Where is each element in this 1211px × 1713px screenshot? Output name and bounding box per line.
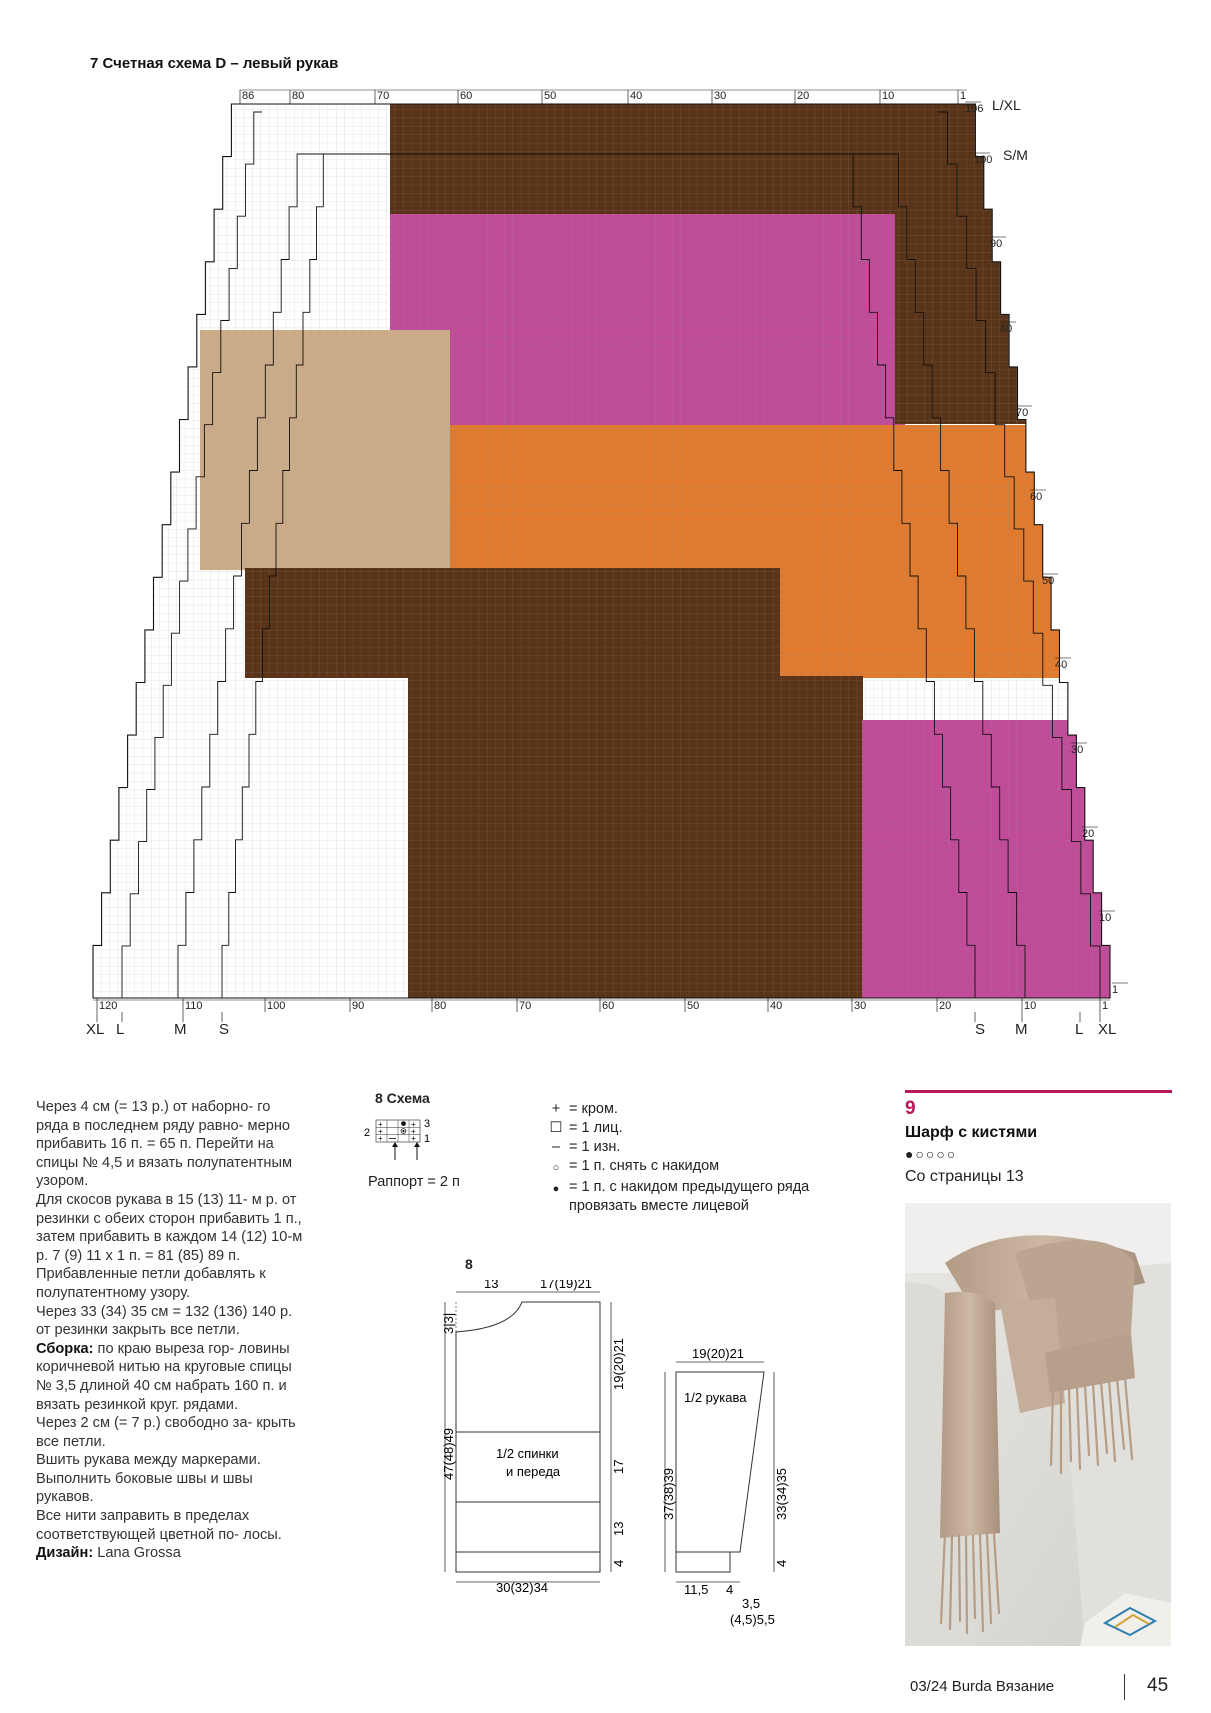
top-tick-label: 70: [377, 90, 390, 102]
bottom-tick-label: 100: [267, 1000, 286, 1012]
top-tick-label: 86: [242, 90, 255, 102]
scarf-photo: [905, 1203, 1171, 1646]
article-number: 9: [905, 1098, 916, 1119]
dim-sleeve-bottom-d: (4,5)5,5: [730, 1612, 775, 1627]
article-title: Шарф с кистями: [905, 1124, 1038, 1141]
size-bottom-right: M: [1015, 1021, 1028, 1038]
top-tick-label: 80: [292, 90, 305, 102]
svg-text:+: +: [378, 1120, 383, 1129]
size-bottom-left: S: [219, 1021, 230, 1038]
top-tick-label: 40: [630, 90, 643, 102]
instr-p1: Через 4 см (= 13 р.) от наборно- го ряда в последнем ряду равно- мерно прибавить 16 п. = 65 п. Перейти на спицы № 4,5 и вязать полупатентным узором.: [36, 1099, 293, 1190]
dim-body-left: 47(48)49: [441, 1427, 456, 1480]
row-label: 106: [965, 103, 984, 115]
instr-p2: Для скосов рукава в 15 (13) 11- м р. от резинки с обеих сторон прибавить 1 п., затем прибавить в каждом 14 (12) 10-м р. 7 (9) 11 х 1 п. = 81 (85) 89 п.: [36, 1191, 303, 1264]
dim-body-top-left: 13: [484, 1280, 499, 1291]
dim-sleeve-left: 37(38)39: [661, 1467, 676, 1520]
dim-sleeve-right-small: 4: [774, 1559, 789, 1567]
pattern8-schematic: [440, 1280, 820, 1650]
dim-body-right-a: 19(20)21: [611, 1337, 626, 1390]
row-label: 70: [1016, 407, 1029, 419]
dim-sleeve-bottom-a: 11,5: [684, 1582, 709, 1597]
bottom-tick-label: 120: [99, 1000, 118, 1012]
size-bottom-left: L: [116, 1021, 125, 1038]
top-tick-label: 60: [460, 90, 473, 102]
top-tick-label: 20: [797, 90, 810, 102]
legend-item: + = кром.: [543, 1100, 859, 1119]
svg-text:+: +: [411, 1127, 416, 1136]
dim-body-bottom: 30(32)34: [496, 1580, 549, 1595]
bottom-tick-label: 70: [519, 1000, 532, 1012]
dim-sleeve-right: 33(34)35: [774, 1467, 789, 1520]
top-tick-label: 10: [882, 90, 895, 102]
top-tick-label: 30: [714, 90, 727, 102]
bottom-tick-label: 1: [1102, 1000, 1109, 1012]
scheme8-row-3: 3: [424, 1118, 431, 1130]
row-label: 50: [1042, 575, 1055, 587]
body-label-1: 1/2 спинки: [496, 1446, 559, 1461]
bottom-tick-label: 10: [1024, 1000, 1037, 1012]
footer-issue: 03/24 Burda Вязание: [910, 1678, 1055, 1695]
slip-yo-icon: ○: [552, 1162, 560, 1174]
instr-p3: Прибавленные петли добавлять к полупатентному узору.: [36, 1266, 266, 1301]
sleeve-label: 1/2 рукава: [684, 1390, 747, 1405]
row-label: 80: [1000, 323, 1013, 335]
size-label-lxl: L/XL: [992, 97, 1021, 113]
row-label: 100: [974, 154, 993, 166]
size-bottom-right: XL: [1098, 1021, 1117, 1038]
dim-body-top-right: 17(19)21: [540, 1280, 593, 1291]
article-source-page: Со страницы 13: [905, 1168, 1024, 1185]
footer-separator: [1124, 1674, 1125, 1700]
row-label: 60: [1030, 491, 1043, 503]
instructions-text: [36, 1098, 306, 1563]
size-bottom-right: S: [975, 1021, 986, 1038]
instr-p4: Через 33 (34) 35 см = 132 (136) 140 р. от резинки закрыть все петли.: [36, 1303, 293, 1339]
scheme8-row-1: 1: [424, 1133, 431, 1145]
pattern8-number: 8: [465, 1256, 473, 1272]
purl-stitch-icon: –: [551, 1139, 561, 1155]
row-label: 40: [1055, 659, 1068, 671]
dim-sleeve-bottom-c: 3,5: [742, 1596, 761, 1611]
bottom-tick-label: 20: [939, 1000, 952, 1012]
legend-item: ○ = 1 п. снять с накидом: [543, 1157, 859, 1178]
article-divider: [905, 1090, 1172, 1093]
svg-text:+: +: [378, 1127, 383, 1136]
assembly-text: по краю выреза гор- ловины коричневой нитью на круговые спицы № 3,5 длиной 40 см набрать 160 п. и вязать резинкой круг. рядами.: [36, 1340, 292, 1413]
instr-p7: Все нити заправить в пределах соответствующей цветной по- лосы.: [36, 1508, 282, 1543]
bottom-tick-label: 60: [602, 1000, 615, 1012]
design-label: Дизайн:: [36, 1545, 94, 1562]
size-bottom-right: L: [1075, 1021, 1084, 1038]
svg-text:+: +: [378, 1134, 383, 1143]
design-name: Lana Grossa: [97, 1545, 181, 1562]
legend-item: – = 1 изн.: [543, 1138, 859, 1157]
dim-body-left-top: 3|3|: [441, 1312, 456, 1334]
bottom-tick-label: 110: [185, 1000, 203, 1012]
scheme8-repeat: Раппорт = 2 п: [368, 1174, 460, 1190]
row-label: 90: [990, 238, 1003, 250]
svg-text:+: +: [411, 1134, 416, 1143]
scheme8-title: 8 Схема: [375, 1090, 430, 1106]
scheme8-row-left: 2: [364, 1127, 371, 1139]
dim-body-right-c: 13: [611, 1521, 626, 1536]
dim-body-right-b: 17: [611, 1459, 626, 1474]
size-bottom-left: M: [174, 1021, 187, 1038]
instr-p5: Через 2 см (= 7 р.) свободно за- крыть все петли.: [36, 1415, 296, 1450]
edge-stitch-icon: +: [551, 1101, 561, 1117]
page-number: 45: [1147, 1675, 1169, 1696]
difficulty-rating: ●○○○○: [905, 1146, 958, 1162]
bottom-tick-label: 30: [854, 1000, 867, 1012]
size-label-sm: S/M: [1003, 147, 1028, 163]
legend: [543, 1100, 859, 1216]
instr-design: [36, 1544, 306, 1563]
bottom-tick-label: 90: [352, 1000, 365, 1012]
dim-sleeve-bottom-b: 4: [726, 1582, 734, 1597]
row-label: 20: [1082, 828, 1095, 840]
chart-grid: [0, 104, 1211, 998]
bottom-tick-label: 40: [770, 1000, 783, 1012]
size-bottom-left: XL: [86, 1021, 105, 1038]
svg-text:+: +: [411, 1120, 416, 1129]
row-label: 1: [1112, 984, 1119, 996]
legend-item: ☐ = 1 лиц.: [543, 1119, 859, 1138]
instr-p6: Вшить рукава между маркерами. Выполнить боковые швы и швы рукавов.: [36, 1452, 261, 1506]
knit-stitch-icon: ☐: [549, 1120, 563, 1136]
legend-item: ● = 1 п. с накидом предыдущего ряда провязать вместе лицевой: [543, 1178, 859, 1216]
dim-body-right-d: 4: [611, 1559, 626, 1567]
chart-title: 7 Счетная схема D – левый рукав: [90, 55, 339, 72]
bottom-tick-label: 80: [434, 1000, 447, 1012]
knit-together-icon: ●: [552, 1183, 560, 1195]
row-label: 10: [1099, 912, 1112, 924]
top-tick-label: 50: [544, 90, 557, 102]
row-label: 30: [1071, 744, 1084, 756]
body-label-2: и переда: [506, 1464, 561, 1479]
dim-sleeve-top: 19(20)21: [692, 1346, 745, 1361]
instr-assembly: [36, 1340, 306, 1414]
top-tick-label: 1: [960, 90, 967, 102]
bottom-tick-label: 50: [687, 1000, 700, 1012]
assembly-label: Сборка:: [36, 1340, 94, 1357]
